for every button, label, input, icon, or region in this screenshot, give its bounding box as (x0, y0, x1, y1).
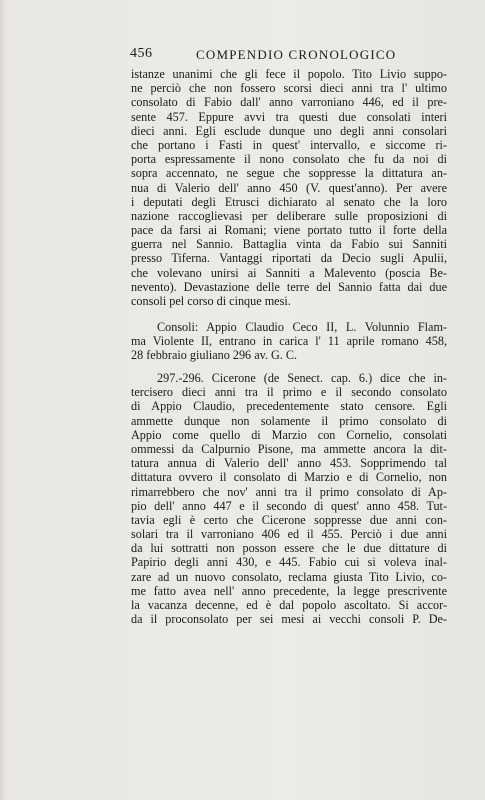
text-line: da il proconsolato per sei mesi ai vecchi consoli P. De- (131, 612, 447, 627)
text-line: presso Tiferna. Vantaggi riportati da Decio sugli Apulii, (131, 251, 447, 266)
text-line: 28 febbraio giuliano 296 av. G. C. (131, 348, 298, 363)
paragraph-continuation (131, 67, 447, 308)
text-line: da lui sottratti non posson essere che le due dittature di (131, 541, 447, 556)
consuls-paragraph (131, 320, 447, 363)
text-line: dittatura ovvero il consolato di Marzio e di Cornelio, non (131, 470, 447, 485)
year-entry-paragraph (131, 371, 447, 626)
text-line: i deputati degli Etrusci dichiarato al senato che la loro (131, 194, 447, 209)
text-line: porta espressamente il nono consolato che fu da noi di (131, 152, 447, 167)
running-title: COMPENDIO CRONOLOGICO (196, 47, 397, 62)
text-line: la vacanza decenne, ed è dal popolo ascoltato. Si accor- (131, 598, 447, 612)
text-line: che portano i Fasti in quest' intervallo, e siccome ri- (131, 137, 447, 152)
text-line: nazione raccoglievasi per deliberare sulle proposizioni di (131, 208, 447, 223)
text-line: di Appio Claudio, precedentemente stato censore. Egli (131, 399, 447, 414)
text-line: Papirio degli anni 430, e 445. Fabio cui si voleva inal- (131, 555, 447, 570)
text-line: ma Violente II, entrano in carica l' 11 aprile romano 458, (131, 334, 447, 349)
text-line: pio dell' anno 447 e il secondo di quest' anno 458. Tut- (131, 498, 447, 513)
text-line: tatura annua di Valerio dell' anno 453. Sopprimendo tal (131, 456, 447, 471)
text-line: zare ad un nuovo consolato, reclama giusta Tito Livio, co- (131, 569, 447, 584)
text-line: nua di Valerio dell' anno 450 (V. quest'anno). Per avere (131, 180, 447, 195)
text-line: solari tra il varroniano 406 ed il 455. Perciò i due anni (131, 527, 447, 542)
text-line: ne perciò che non fossero scorsi dieci anni tra l' ultimo (131, 81, 447, 96)
running-header (130, 46, 446, 64)
text-line: me fatto avea nell' anno precedente, la legge prescrivente (131, 583, 447, 598)
text-line: tavia egli è certo che Cicerone soppresse due anni con- (131, 512, 447, 527)
text-line: guerra nel Sannio. Battaglia vinta da Fabio sui Sanniti (131, 237, 447, 252)
text-line: ammette dunque non solamente il primo consolato di (131, 413, 447, 428)
text-line: ommessi da Calpurnio Pisone, ma ammette ancora la dit- (131, 441, 447, 456)
text-line: sopra accennato, ne segue che soppresse la dittatura an- (131, 166, 447, 181)
text-line: consolato di Fabio dall' anno varroniano 446, ed il pre- (131, 95, 447, 110)
page-number: 456 (130, 46, 153, 61)
text-line: istanze unanimi che gli fece il popolo. Tito Livio suppo- (131, 67, 447, 81)
text-line: sente 457. Eppure avvi tra questi due consolati interi (131, 109, 447, 124)
text-line: rimarrebbero che nov' anni tra il primo consolato di Ap- (131, 484, 447, 499)
text-line: nevento). Devastazione delle terre del Sannio fatta dai due (131, 279, 447, 294)
text-line: Appio come quello di Marzio con Cornelio, consolati (131, 427, 447, 442)
text-line: dieci anni. Egli esclude dunque uno degli anni consolari (131, 123, 447, 138)
text-line: consoli pel corso di cinque mesi. (131, 294, 291, 308)
text-line: tercisero dieci anni tra il primo e il secondo consolato (131, 385, 447, 400)
text-line: pace da farsi ai Romani; viene portato tutto il forte della (131, 223, 447, 238)
text-line: Consoli: Appio Claudio Ceco II, L. Volunnio Flam- (157, 320, 447, 334)
text-line: che volevano unirsi ai Sanniti a Malevento (poscia Be- (131, 265, 447, 280)
text-line: 297.-296. Cicerone (de Senect. cap. 6.) dice che in- (157, 371, 447, 385)
